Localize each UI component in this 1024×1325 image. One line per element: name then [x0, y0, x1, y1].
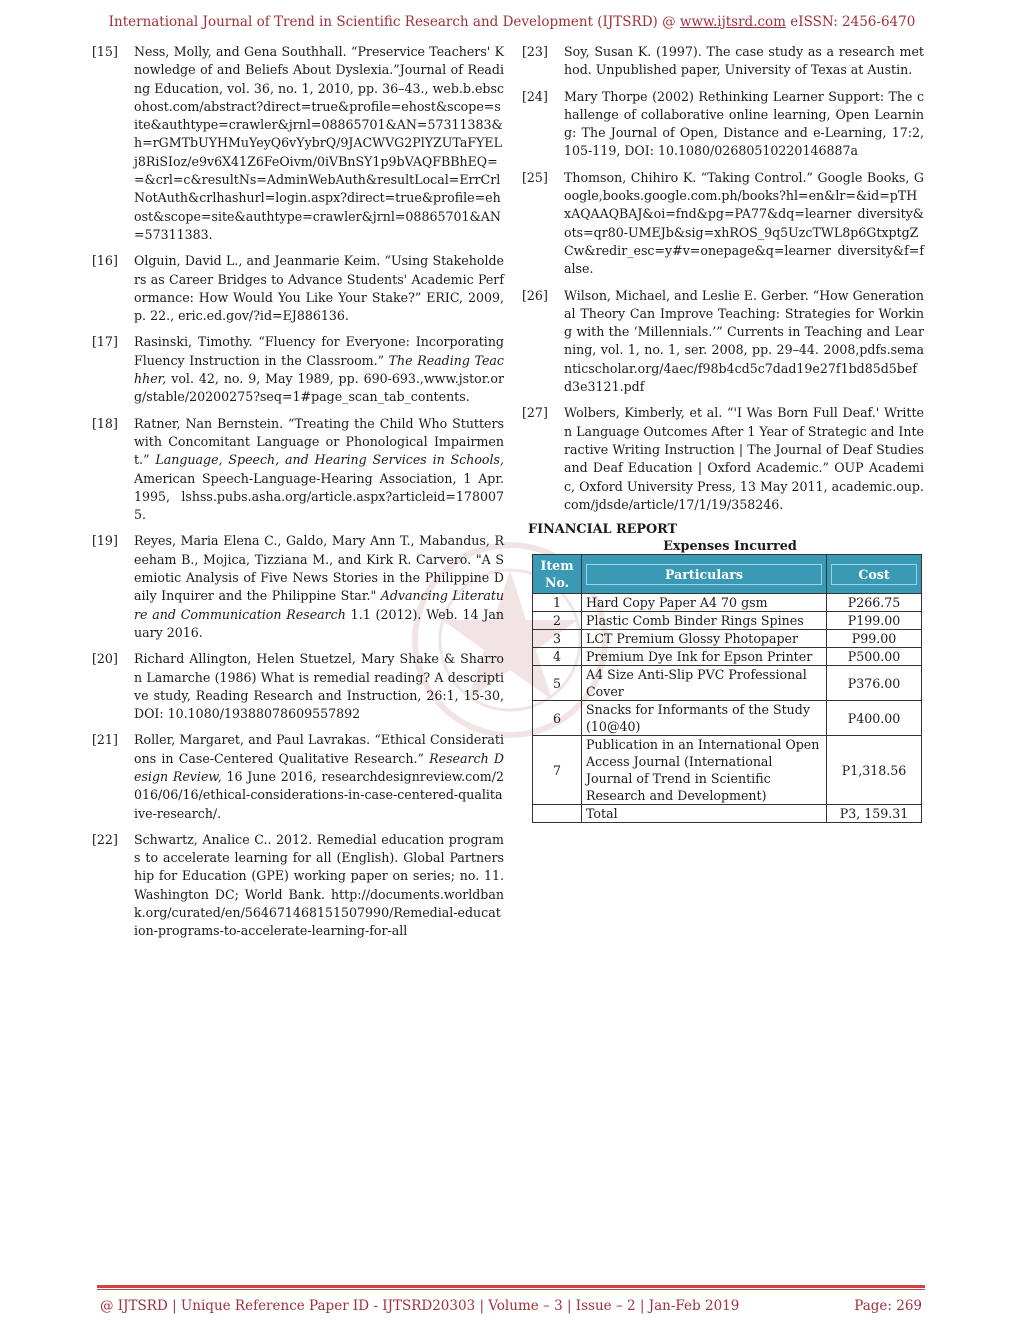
table-row	[533, 630, 922, 648]
reference-text: Richard Allington, Helen Stuetzel, Mary Shake & Sharron Lamarche (1986) What is remedial reading? A descriptive study, Reading Research and Instruction, 26:1, 15-30, DOI: 10.1080/19388078609557892	[134, 651, 504, 722]
reference-text-part: 16 June 2016, researchdesignreview.com/2016/06/16/ethical-considerations-in-case-centered-qualitaive-research/.	[134, 768, 504, 821]
reference-text	[134, 532, 504, 642]
table-row	[533, 648, 922, 666]
reference-text-part: vol. 42, no. 9, May 1989, pp. 690-693.,www.jstor.org/stable/20200275?seq=1#page_scan_tab_contents.	[134, 371, 504, 405]
reference-text	[134, 731, 504, 822]
expenses-table	[532, 554, 922, 823]
reference-text: Wilson, Michael, and Leslie E. Gerber. “How Generational Theory Can Improve Teaching: Strategies for Working with the ‘Millennials.’” Currents in Teaching and Learning, vol. 1, no. 1, ser. 2008, pp. 29–44. 2008,pdfs.semanticscholar.org/4aec/f98b4cd5c7dad19e27f1bd85d5befd3e3121.pdf	[564, 287, 924, 395]
reference-text-part: Ratner, Nan Bernstein. “Treating the Child Who Stutters with Concomitant Language or Phonological Impairment.”	[134, 415, 504, 468]
reference-item	[522, 404, 924, 514]
total-label: Total	[582, 805, 827, 823]
running-header	[0, 14, 1024, 30]
table-row	[533, 594, 922, 612]
reference-number: [27]	[522, 405, 548, 421]
reference-text: Ness, Molly, and Gena Southhall. “Preservice Teachers' Knowledge of and Beliefs About Dyslexia.”Journal of Reading Education, vol. 36, no. 1, 2010, pp. 36–43., web.b.ebscohost.com/abstract?direct=true&profile=ehost&scope=site&authtype=crawler&jrnl=08865701&AN=57311383&h=rGMTbUYHMuYeyQ6vYybrQ/9JACWVG2PlYZUTaFYELj8RiSIoz/e9v6X41Z6FeOivm/0iVBnSY1p9bVAQFBBhEQ==&crl=c&resultNs=AdminWebAuth&resultLocal=ErrCrlNotAuth&crlhashurl=login.aspx?direct=true&profile=ehost&scope=site&authtype=crawler&jrnl=08865701&AN=57311383.	[134, 44, 504, 242]
total-empty-cell	[533, 805, 582, 823]
references-right-list	[522, 43, 924, 514]
reference-number: [25]	[522, 169, 548, 185]
item-number: 1	[533, 594, 582, 612]
item-number: 7	[533, 736, 582, 805]
reference-text-part: Roller, Margaret, and Paul Lavrakas. “Ethical Considerations in Case-Centered Qualitative Research.”	[134, 732, 504, 766]
reference-text-part: 1.1 (2012). Web. 14 January 2016.	[134, 606, 504, 640]
item-particulars: Premium Dye Ink for Epson Printer	[582, 648, 827, 666]
table-row	[533, 701, 922, 736]
table-row	[533, 612, 922, 630]
reference-item	[92, 252, 504, 325]
references-left-column	[92, 43, 504, 949]
reference-text-part: Rasinski, Timothy. “Fluency for Everyone: Incorporating Fluency Instruction in the Classroom.”	[134, 334, 504, 368]
reference-source-title: The Reading Teachher,	[134, 352, 504, 387]
item-cost: P99.00	[827, 630, 922, 648]
reference-number: [15]	[92, 44, 118, 59]
item-particulars: Hard Copy Paper A4 70 gsm	[582, 594, 827, 612]
item-number: 4	[533, 648, 582, 666]
page-number: Page: 269	[854, 1298, 922, 1314]
reference-number: [19]	[92, 533, 118, 549]
reference-number: [24]	[522, 88, 548, 104]
reference-text	[134, 415, 504, 525]
financial-report-title: FINANCIAL REPORT	[528, 522, 678, 538]
journal-link[interactable]: www.ijtsrd.com	[679, 14, 786, 30]
footer-rule-thin	[97, 1289, 925, 1290]
reference-item	[92, 731, 504, 822]
reference-text: Schwartz, Analice C.. 2012. Remedial education programs to accelerate learning for all (English). Global Partnership for Education (GPE) working paper on series; no. 11. Washington DC; World Bank. http://documents.worldbank.org/curated/en/564671468151507990/Remedial-education-programs-to-accelerate-learning-for-all	[134, 831, 504, 939]
header-text: International Journal of Trend in Scientific Research and Development (IJTSRD) @	[108, 14, 680, 30]
reference-item	[92, 831, 504, 941]
reference-text: Olguin, David L., and Jeanmarie Keim. “Using Stakeholders as Career Bridges to Advance Students' Academic Performance: How Would You Like Your Stake?” ERIC, 2009, p. 22., eric.ed.gov/?id=EJ886136.	[134, 253, 504, 324]
reference-item	[522, 88, 924, 161]
reference-number: [18]	[92, 415, 118, 431]
reference-source-title: Language, Speech, and Hearing Services in Schools,	[155, 452, 505, 468]
reference-text: Thomson, Chihiro K. “Taking Control.” Google Books, Google,books.google.com.ph/books?hl=en&lr=&id=pTHxAQAAQBAJ&oi=fnd&pg=PA77&dq=learner diversity&ots=qr80-UMEJb&sig=xhROS_9q5UzcTWL8p6GtxptgZCw&redir_esc=y#v=onepage&q=learner diversity&f=false.	[564, 169, 924, 277]
table-caption: Expenses Incurred	[663, 539, 797, 555]
item-number: 6	[533, 701, 582, 736]
item-particulars: Publication in an International Open Access Journal (International Journal of Trend in Scientific Research and Development)	[582, 736, 827, 805]
reference-source-title: Advancing Literature and Communication Research	[134, 588, 504, 622]
table-total-row	[533, 805, 922, 823]
reference-item	[522, 169, 924, 279]
reference-number: [21]	[92, 732, 118, 748]
item-particulars: A4 Size Anti-Slip PVC Professional Cover	[582, 666, 827, 701]
total-value: P3, 159.31	[827, 805, 922, 823]
reference-item	[522, 287, 924, 397]
item-number: 2	[533, 612, 582, 630]
references-right-column	[522, 43, 924, 823]
reference-text-part: Reyes, Maria Elena C., Galdo, Mary Ann T., Mabandus, Reeham B., Mojica, Tizziana M., and Kirk R. Carvero. "A Semiotic Analysis of Five News Stories in the Philippine Daily Inquirer and the Philippine Star."	[134, 533, 504, 604]
item-cost: P1,318.56	[827, 736, 922, 805]
item-cost: P266.75	[827, 594, 922, 612]
page-footer	[100, 1298, 922, 1314]
footer-citation: @ IJTSRD | Unique Reference Paper ID - IJTSRD20303 | Volume – 3 | Issue – 2 | Jan-Feb 2019	[100, 1298, 740, 1314]
reference-item	[92, 43, 504, 244]
reference-item	[522, 43, 924, 80]
header-particulars: Particulars	[582, 555, 827, 594]
reference-number: [16]	[92, 253, 118, 269]
reference-source-title: Research Design Review,	[134, 750, 504, 784]
header-item-no: Item No.	[533, 555, 582, 594]
reference-number: [17]	[92, 334, 118, 350]
item-number: 3	[533, 630, 582, 648]
reference-text	[134, 333, 504, 406]
table-body	[533, 594, 922, 805]
reference-text-part: American Speech-Language-Hearing Association, 1 Apr. 1995, lshss.pubs.asha.org/article.aspx?articleid=1780075.	[134, 470, 504, 523]
item-particulars: Plastic Comb Binder Rings Spines	[582, 612, 827, 630]
reference-item	[92, 650, 504, 723]
footer-rule	[97, 1285, 925, 1288]
table-row	[533, 736, 922, 805]
table-header-row	[533, 555, 922, 594]
reference-text: Wolbers, Kimberly, et al. “'I Was Born Full Deaf.' Written Language Outcomes After 1 Year of Strategic and Interactive Writing Instruction | The Journal of Deaf Studies and Deaf Education | Oxford Academic.” OUP Academic, Oxford University Press, 13 May 2011, academic.oup.com/jdsde/article/17/1/19/358246.	[564, 405, 924, 512]
reference-text: Soy, Susan K. (1997). The case study as a research method. Unpublished paper, University of Texas at Austin.	[564, 44, 924, 78]
item-cost: P199.00	[827, 612, 922, 630]
reference-number: [23]	[522, 44, 548, 59]
reference-text: Mary Thorpe (2002) Rethinking Learner Support: The challenge of collaborative online learning, Open Learning: The Journal of Open, Distance and e-Learning, 17:2, 105-119, DOI: 10.1080/02680510220146887a	[564, 88, 924, 159]
reference-number: [20]	[92, 651, 118, 667]
reference-item	[92, 333, 504, 406]
item-particulars: Snacks for Informants of the Study (10@40)	[582, 701, 827, 736]
item-particulars: LCT Premium Glossy Photopaper	[582, 630, 827, 648]
reference-item	[92, 532, 504, 642]
reference-number: [26]	[522, 287, 548, 303]
item-cost: P376.00	[827, 666, 922, 701]
item-cost: P400.00	[827, 701, 922, 736]
reference-number: [22]	[92, 831, 118, 847]
table-row	[533, 666, 922, 701]
item-number: 5	[533, 666, 582, 701]
reference-item	[92, 415, 504, 525]
header-issn: eISSN: 2456-6470	[785, 14, 916, 30]
header-cost: Cost	[827, 555, 922, 594]
item-cost: P500.00	[827, 648, 922, 666]
